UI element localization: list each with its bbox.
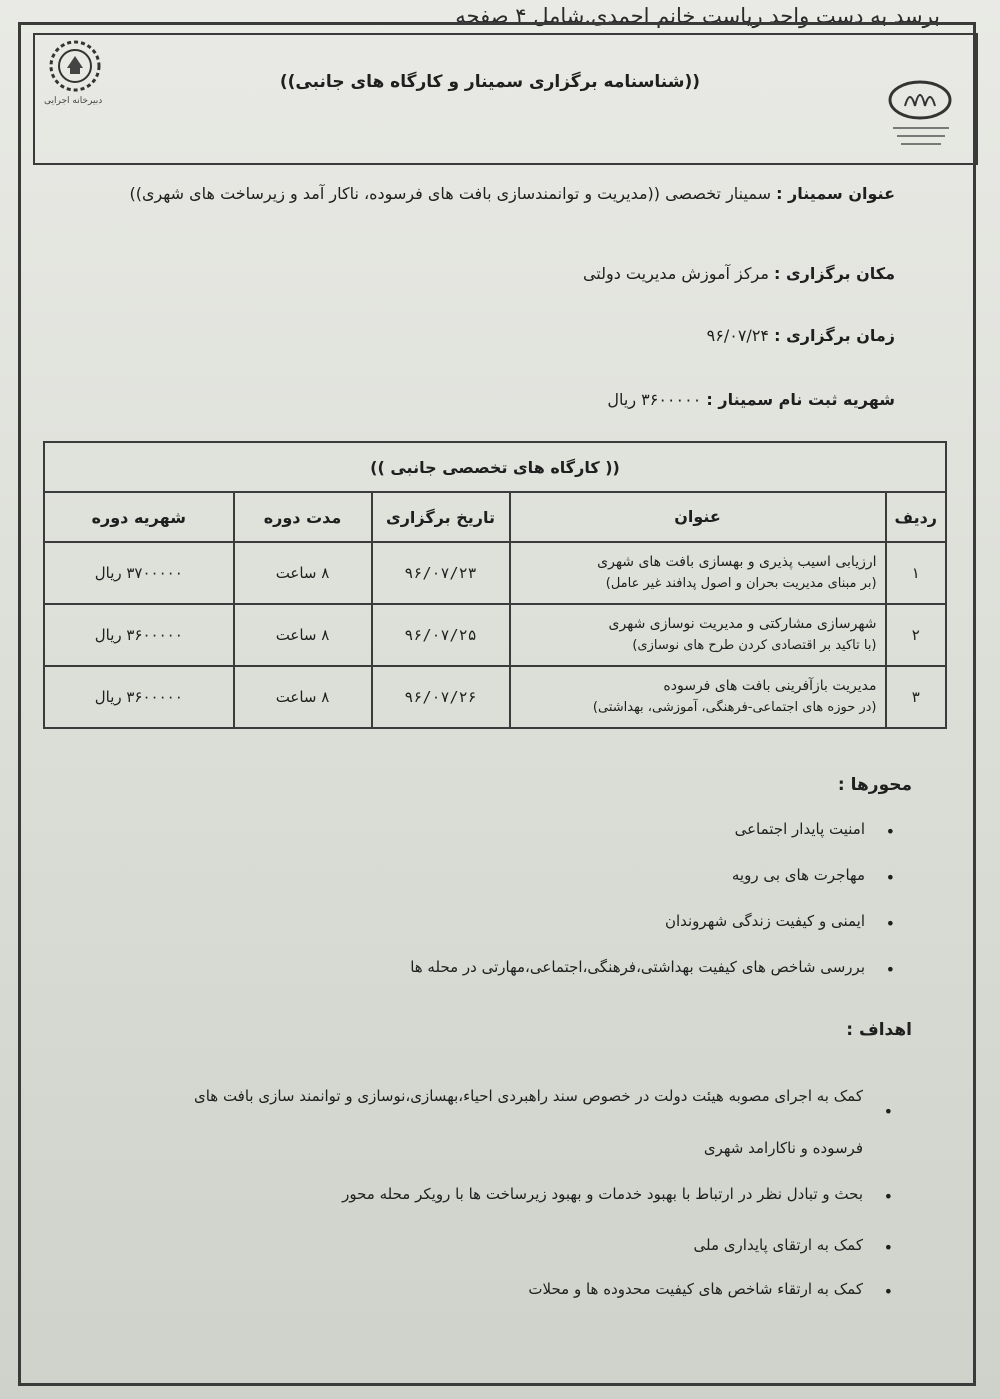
list-item [734,820,895,841]
list-item-text: ایمنی و کیفیت زندگی شهروندان [664,912,865,930]
row-date: ۹۶/۰۷/۲۶ [372,666,510,728]
list-item [731,866,895,887]
seminar-fee-label: شهریه ثبت نام سمینار : [706,390,895,409]
row-duration: ۸ ساعت [234,604,372,666]
bullet-icon: • [885,960,895,979]
bullet-icon: • [883,1238,893,1257]
bullet-icon: • [885,914,895,933]
row-fee: ۳۶۰۰۰۰۰ ریال [44,666,234,728]
list-item [153,1070,893,1174]
row-index: ۳ [886,666,946,728]
bullet-icon: • [883,1282,893,1301]
document-title: ((شناسنامه برگزاری سمینار و کارگاه های جانبی)) [279,72,700,92]
seminar-date-line [707,326,895,345]
row-title-cell [510,666,886,728]
list-item [693,1236,893,1257]
row-index: ۱ [886,542,946,604]
row-fee: ۳۶۰۰۰۰۰ ریال [44,604,234,666]
header-index: ردیف [886,492,946,542]
table-row [44,542,946,604]
row-subtitle: (با تاکید بر اقتصادی کردن طرح های نوسازی) [632,638,877,653]
seminar-title-label: عنوان سمینار : [776,184,895,203]
seminar-venue-value: مرکز آموزش مدیریت دولتی [582,264,769,283]
bullet-icon: • [883,1102,893,1121]
handwritten-note: برسد به دست واحد ریاست خانم احمدی.شامل ۴ صفحه [455,4,940,28]
list-item [528,1280,893,1301]
row-title-cell [510,542,886,604]
row-duration: ۸ ساعت [234,542,372,604]
list-item-text: مهاجرت های بی رویه [731,866,865,884]
header-duration: مدت دوره [234,492,372,542]
header-fee: شهریه دوره [44,492,234,542]
list-item-text: بررسی شاخص های کیفیت بهداشتی،فرهنگی،اجتماعی،مهارتی در محله ها [410,958,865,976]
logo-caption: دبیرخانه اجرایی [44,96,103,106]
row-title: ارزیابی اسیب پذیری و بهسازی بافت های شهری [597,554,877,570]
header-title: عنوان [510,492,886,542]
table-header-row [44,492,946,542]
row-title: مدیریت بازآفرینی بافت های فرسوده [663,678,877,694]
table-row [44,666,946,728]
list-item [342,1185,893,1206]
row-duration: ۸ ساعت [234,666,372,728]
seminar-date-value: ۹۶/۰۷/۲۴ [706,326,769,345]
list-item-text: کمک به ارتقای پایداری ملی [693,1236,863,1254]
table-row [44,604,946,666]
row-index: ۲ [886,604,946,666]
bullet-icon: • [883,1187,893,1206]
axes-heading: محورها : [837,775,912,795]
workshops-caption: (( کارگاه های تخصصی جانبی )) [44,442,946,492]
workshops-table [43,441,947,729]
goals-heading: اهداف : [846,1020,912,1040]
list-item-text: بحث و تبادل نظر در ارتباط با بهبود خدمات و بهبود زیرساخت ها با رویکر محله محور [342,1185,863,1203]
list-item-text: کمک به ارتقاء شاخص های کیفیت محدوده ها و محلات [528,1280,863,1298]
list-item [410,958,895,979]
row-subtitle: (بر مبنای مدیریت بحران و اصول پدافند غیر عامل) [605,576,877,591]
seminar-title-line [65,178,895,210]
bullet-icon: • [885,868,895,887]
seminar-venue-label: مکان برگزاری : [774,264,895,283]
header-date: تاریخ برگزاری [372,492,510,542]
seminar-title-value: سمینار تخصصی ((مدیریت و توانمندسازی بافت های فرسوده، ناکار آمد و زیرساخت های شهری)) [129,184,771,203]
list-item [664,912,895,933]
list-item-text: کمک به اجرای مصوبه هیئت دولت در خصوص سند راهبردی احیاء،بهسازی،نوسازی و توانمند سازی بافت های فرسوده و ناکارامد شهری [193,1087,863,1157]
seminar-venue-line [583,264,895,283]
institute-logo-icon [875,78,965,158]
row-date: ۹۶/۰۷/۲۵ [372,604,510,666]
bullet-icon: • [885,822,895,841]
row-date: ۹۶/۰۷/۲۳ [372,542,510,604]
seminar-fee-value: ۳۶۰۰۰۰۰ ریال [607,390,702,409]
header-box [33,33,978,165]
row-fee: ۳۷۰۰۰۰۰ ریال [44,542,234,604]
seminar-date-label: زمان برگزاری : [774,326,895,345]
list-item-text: امنیت پایدار اجتماعی [734,820,865,838]
row-title-cell [510,604,886,666]
seminar-fee-line [607,390,895,409]
row-title: شهرسازی مشارکتی و مدیریت نوسازی شهری [608,616,877,632]
row-subtitle: (در حوزه های اجتماعی-فرهنگی، آموزشی، بهداشتی) [592,700,877,715]
